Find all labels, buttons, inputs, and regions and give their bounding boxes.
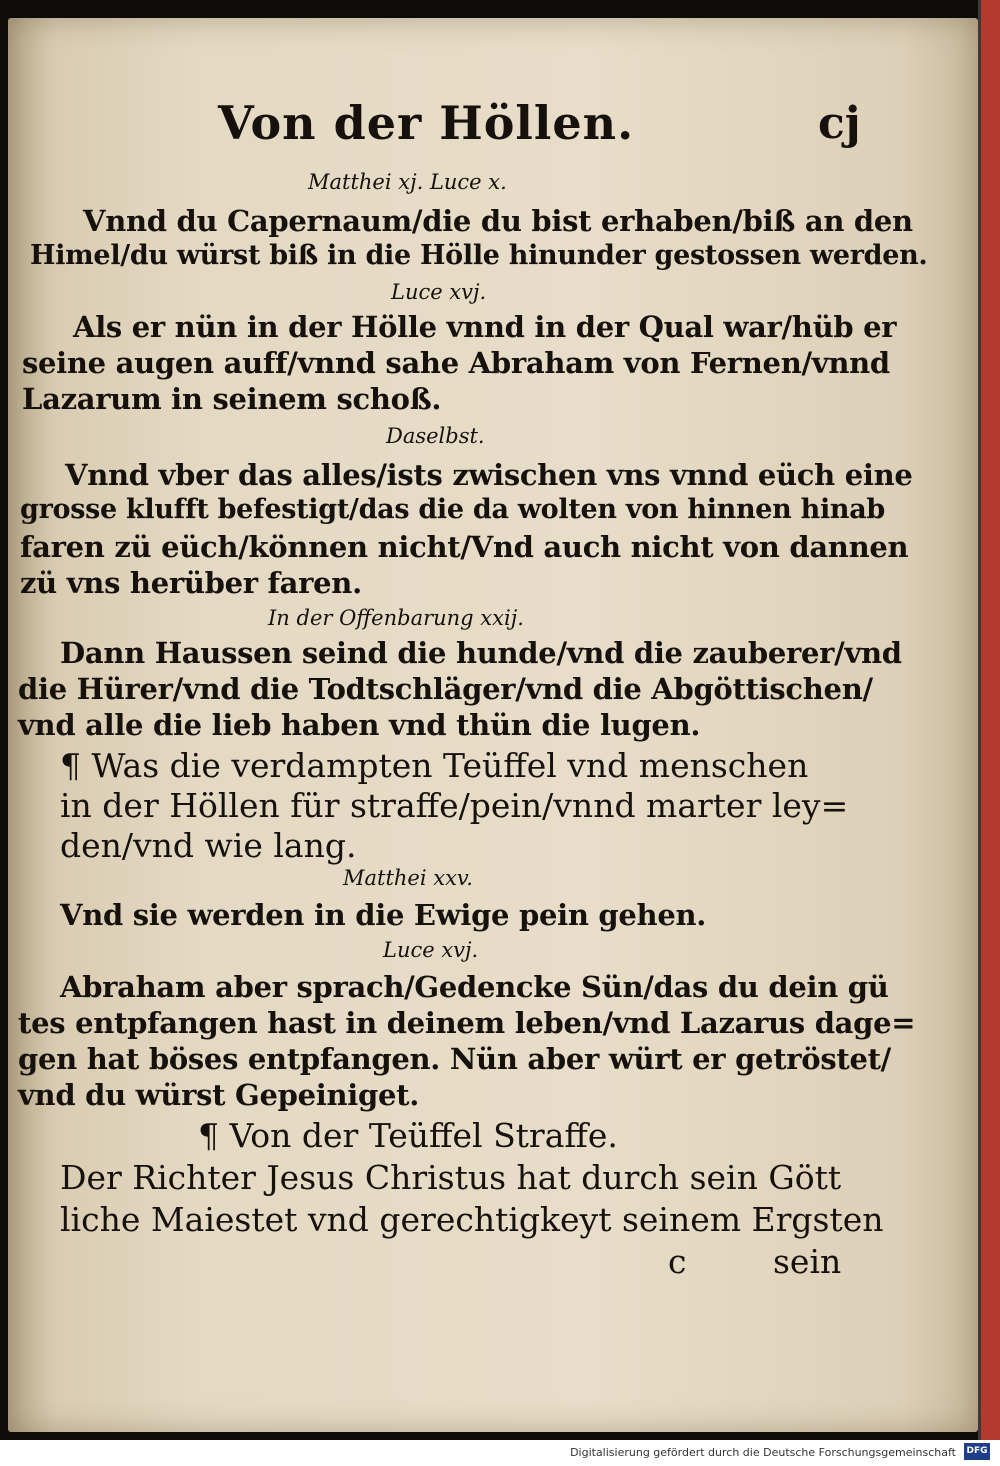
section-heading: den/vnd wie lang. [60,826,357,865]
signature-mark: c [668,1242,687,1281]
text-line: liche Maiestet vnd gerechtigkeyt seinem Ergsten [60,1200,884,1239]
funding-credit: Digitalisierung gefördert durch die Deutsche Forschungsgemeinschaft [570,1446,956,1459]
text-line: vnd alle die lieb haben vnd thün die lugen. [18,708,701,742]
text-line: seine augen auff/vnnd sahe Abraham von Fernen/vnnd [22,346,890,380]
color-calibration-strip [978,0,1000,1440]
scripture-reference: Daselbst. [386,424,485,448]
text-line: Abraham aber sprach/Gedencke Sün/das du dein gü [60,970,889,1004]
text-line: grosse klufft befestigt/das die da wolten von hinnen hinab [20,494,886,525]
text-line: Der Richter Jesus Christus hat durch sein Gött [60,1158,842,1197]
section-heading: ¶ Was die verdampten Teüffel vnd menschen [60,746,809,785]
text-line: tes entpfangen hast in deinem leben/vnd Lazarus dage= [18,1006,916,1040]
section-heading: ¶ Von der Teüffel Straffe. [198,1116,618,1155]
text-line: Vnd sie werden in die Ewige pein gehen. [60,898,707,932]
text-line: Himel/du würst biß in die Hölle hinunder gestossen werden. [30,240,928,271]
folio-number: cj [818,98,861,149]
section-heading: in der Höllen für straffe/pein/vnnd marter ley= [60,786,849,825]
scripture-reference: Luce xvj. [391,280,487,304]
scripture-reference: Luce xvj. [383,938,479,962]
text-line: Vnnd vber das alles/ists zwischen vns vnnd eüch eine [65,458,913,492]
text-line: Als er nün in der Hölle vnnd in der Qual war/hüb er [73,310,897,344]
text-line: zü vns herüber faren. [20,566,362,600]
text-line: Dann Haussen seind die hunde/vnd die zauberer/vnd [60,636,902,670]
running-title: Von der Höllen. [218,96,635,150]
scripture-reference: In der Offenbarung xxij. [268,606,524,630]
text-line: Lazarum in seinem schoß. [22,382,442,416]
dfg-logo: DFG [964,1443,990,1460]
scripture-reference: Matthei xj. Luce x. [308,170,507,194]
text-line: die Hürer/vnd die Todtschläger/vnd die Abgöttischen/ [18,672,873,706]
text-line: vnd du würst Gepeiniget. [18,1078,419,1112]
scripture-reference: Matthei xxv. [343,866,473,890]
text-line: Vnnd du Capernaum/die du bist erhaben/biß an den [83,204,913,238]
text-line: faren zü eüch/können nicht/Vnd auch nicht von dannen [20,530,909,564]
footer-bar [0,1440,1000,1466]
text-line: gen hat böses entpfangen. Nün aber würt er getröstet/ [18,1042,891,1076]
book-page [8,18,978,1432]
catchword: sein [773,1242,842,1281]
